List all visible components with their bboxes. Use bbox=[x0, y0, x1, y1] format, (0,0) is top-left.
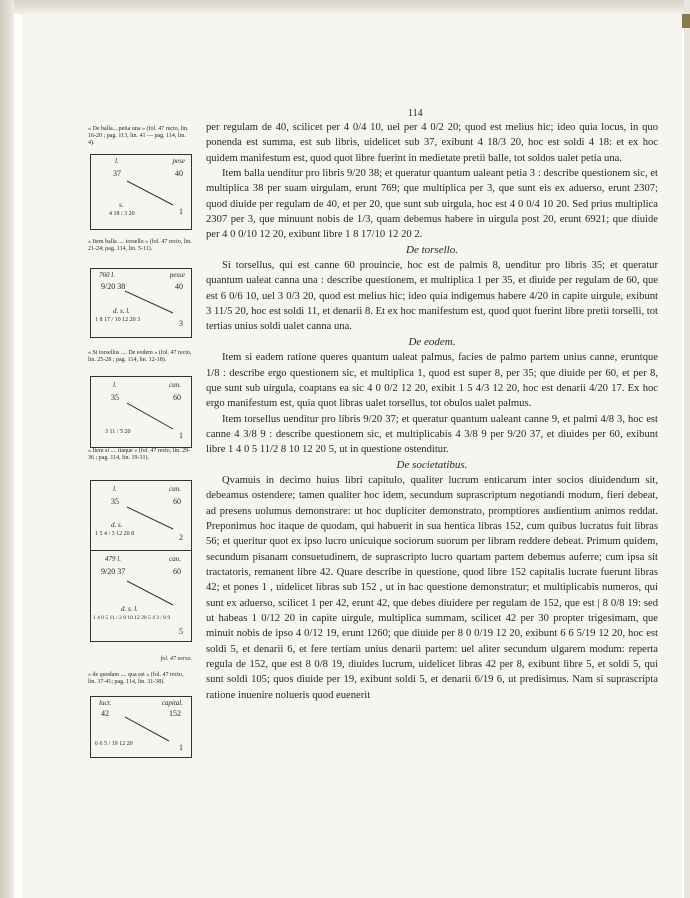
diagram-number: 1 bbox=[179, 431, 183, 440]
paragraph: Item balla uenditur pro libris 9/20 38; et queratur quantum ualeant petia 3 : describe questionem sic, et multiplica 38 per suam uirgulam, erunt 769; que multiplica per 3, que sunt eis ex aduerso, erunt 2307; quod diuide per regulam de 40, et per 20, que sunt sub uirgula, hoc est 4 0 0/4 10 20. Sed prius multiplica 2307 per 3, que minuunt nobis de 1/3, quam debemus habere in uirgula post 20, erunt 6921; que diuide per 4 0 0/10 12 20, exibunt libre 1 8 17/10 12 20 2. bbox=[206, 168, 658, 241]
diagram-box bbox=[90, 696, 192, 758]
paragraph: Si torsellus, qui est canne 60 prouincie, hoc est de palmis 8, uenditur pro libris 35; et queratur quantum ualeat canna una : describe questionem, et multiplica 1 per 35, et diuide per regulam de 60, que est 6 0/6 10, uel 3 0/3 20, quod est melius hic; ideo quia indigemus habere 4/20 in capite uirgule, exibunt 3 11/5 20, hoc est soldi 11, et denarii 8. Et ex hoc manifestum est, quod quot fuerint libre pretii torselli, tot tertias unius soldi ualet canna una. bbox=[206, 260, 658, 333]
section-heading: De eodem. bbox=[408, 335, 456, 348]
diagram-number: 42 bbox=[101, 709, 109, 718]
diagram-number: 1 bbox=[179, 207, 183, 216]
diagram-label: 479 l. bbox=[105, 555, 121, 563]
diagram-number: 40 bbox=[175, 169, 183, 178]
diagram-box bbox=[90, 268, 192, 338]
diagram-label: can. bbox=[169, 555, 181, 563]
diagram-label: 760 l. bbox=[99, 271, 115, 279]
margin-note: fol. 47 verso. bbox=[160, 656, 192, 662]
diagram-fraction: 1 4 0 5 11 / 2 8 10 12 20 5 4 3 / 8 9 bbox=[93, 615, 171, 621]
diagram-line bbox=[91, 269, 191, 337]
diagram-number: 152 bbox=[169, 709, 181, 718]
scan-right-edge bbox=[684, 0, 690, 898]
diagram-box bbox=[90, 154, 192, 230]
diagram-label: pesse bbox=[169, 271, 185, 279]
diagram-number: 3 bbox=[179, 319, 183, 328]
diagram-number: 9/20 38 bbox=[101, 282, 126, 291]
paragraph: Qvamuis in decimo huius libri capitulo, qualiter lucrum enticarum inter socios diuidendum sit, debeamus ostendere; tamen qualiter hoc idem, secundum suprascriptum negotiandi modum, fieri debeat, ad presens uolumus demonstrare: ut hoc dupliciter demonstrato, promptiores audientium animos reddat. Preponimus hoc itaque de quodam, qui habuerit in sua hentica libras 152, cum quibus lucratus fuit libras 56; et queritur quot ex ipso lucro unicuique sociorum suorum per libram reddere debeat. Primum quidem, secundum pisanam consuetudinem, de suprascripto lucro quartam partem debemus auferre; cum ipsa sit tractatoris, remanent libre 42. Quare describe in questione, quod libre 152 capitalis lucrate fuerunt libras 42; et pones 1 , uidelicet libras sub 152 , ut in hac questione demonstratur; et multiplicabis numeros, qui sunt ex aduerso, scilicet 1 per 42, erunt 42, que debes diuidere per regulam de 152, que est | 8 0/8 19: sed ut habeas 1 0/12 20 in capite uirgule, multiplica summam, scilicet 42 per 30 propter trigesimam, que minuit nobis de ipso 4 0/12 19, erunt 1260; que diuide per 8 0 0/19 12 20, exibunt 6 6 5/19 12 20, hoc est soldi 5, et denarii 6, et fere tertiam unius denarii partem: uel aliter secundum ulgarem modum: reperta regula de 152, que est 8 0/8 19, diuides lucrum, uidelicet libras 42 per 8, exibunt libre 5, et soldi 5, qui sunt soldi 105; quos diuide per 19, exibunt soldi 5, et denarii 6/19 6, ut predisimus. Nam si suprascripta ratione inuenire nolueris quod euenerit bbox=[206, 474, 658, 701]
diagram-label: l. bbox=[115, 157, 119, 165]
paragraph: Item si eadem ratione queres quantum ualeat palmus, facies de palmo partem unius canne, eruntque 1/8 : describe ergo questionem sic, et multiplica 1, quod est super 8, per 35; que diuide per 60, et per 8, que sunt sub uirgula, coaptans ea sic 4 0 0/2 12 20, exibit 1 5 4/3 12 20, hoc est denarii 4/20 17. Ex hoc ergo manifestum est, quia quot libras ualet torsellus, tot obulos ualet palmus. bbox=[206, 352, 658, 410]
paragraph: Item torsellus uenditur pro libris 9/20 37; et queratur quantum ualeant canne 9, et palmi 4/8 3, hoc est canne 4 3/8 9 : describe questionem sic, et multiplicabis 4 3/8 9 per 9/20 37, et diuides per 60, exibunt libre 1 4 0 5 11/2 8 10 12 20 5, ut in questione ostenditur. bbox=[206, 413, 658, 456]
diagram-number: 9/20 37 bbox=[101, 567, 126, 576]
bookmark-tab bbox=[682, 14, 690, 28]
diagram-fraction: 4 18 / 3 20 bbox=[109, 211, 135, 217]
margin-note: « Si torsellus .... De eodem » (fol. 47 recto, lin. 25-28 ; pag. 114, lin. 12-18). bbox=[88, 350, 192, 363]
section-heading: De torsello. bbox=[406, 243, 458, 256]
diagram-number: 1 bbox=[179, 743, 183, 752]
diagram-box bbox=[90, 550, 192, 642]
page-number: 114 bbox=[408, 108, 423, 119]
diagram-number: 60 bbox=[173, 497, 181, 506]
margin-note: « Item si .... itaque » (fol. 47 recto, lin. 29-36 ; pag. 114, lin. 19-31). bbox=[88, 448, 191, 461]
diagram-label: capital. bbox=[161, 699, 183, 707]
diagram-number: 60 bbox=[173, 567, 181, 576]
diagram-label: can. bbox=[169, 381, 181, 389]
margin-note: « de quodam .... qua est » (fol. 47 recto, lin. 37-41; pag. 114, lin. 31-38). bbox=[88, 672, 184, 685]
diagram-label: lucr. bbox=[99, 699, 112, 707]
diagram-number: 35 bbox=[111, 497, 119, 506]
diagram-label: d. s. l. bbox=[113, 307, 130, 315]
margin-note: « Item balla .... torsello » (fol. 47 recto, lin. 21-24; pag. 114, lin. 5-11). bbox=[88, 239, 192, 252]
diagram-fraction: 3 11 / 5 20 bbox=[105, 429, 131, 435]
diagram-number: 40 bbox=[175, 282, 183, 291]
diagram-number: 60 bbox=[173, 393, 181, 402]
diagram-label: d. s. l. bbox=[121, 605, 138, 613]
diagram-box bbox=[90, 480, 192, 552]
diagram-label: pese bbox=[172, 157, 185, 165]
diagram-fraction: 1 8 17 / 10 12 20 3 bbox=[95, 317, 141, 323]
diagram-line bbox=[91, 155, 191, 229]
diagram-label: l. bbox=[113, 381, 117, 389]
diagram-label: s. bbox=[119, 201, 124, 209]
diagram-label: can. bbox=[169, 485, 181, 493]
diagram-number: 5 bbox=[179, 627, 183, 636]
diagram-number: 37 bbox=[113, 169, 121, 178]
diagram-fraction: 6 6 5 / 19 12 20 bbox=[95, 741, 133, 747]
paragraph: per regulam de 40, scilicet per 4 0/4 10, uel per 4 0/2 20; quod est melius hic; ideo quia locus, in quo ponenda est summa, est sub libris, uidelicet sub 37, exibunt 4 18/3 20, hoc est soldi 4 18: et ex hoc quidem manifestum est, quod quot libre fuerint in medietate pretii balle, tot soldos ualet petia una. bbox=[206, 122, 658, 164]
scan-left-edge bbox=[0, 0, 14, 898]
diagram-box bbox=[90, 376, 192, 448]
diagram-label: d. s. bbox=[111, 521, 123, 529]
diagram-fraction: 1 5 4 / 3 12 20 8 bbox=[95, 531, 135, 537]
margin-note: « De balla....petia una » (fol. 47 recto, lin. 16-20 ; pag. 113, lin. 41 — pag. 114, lin. 4). bbox=[88, 126, 189, 146]
diagram-label: l. bbox=[113, 485, 117, 493]
main-text bbox=[206, 120, 658, 703]
diagram-number: 35 bbox=[111, 393, 119, 402]
diagram-number: 2 bbox=[179, 533, 183, 542]
section-heading: De societatibus. bbox=[396, 458, 468, 471]
diagram-line bbox=[91, 551, 191, 641]
scan-top-edge bbox=[0, 0, 690, 14]
